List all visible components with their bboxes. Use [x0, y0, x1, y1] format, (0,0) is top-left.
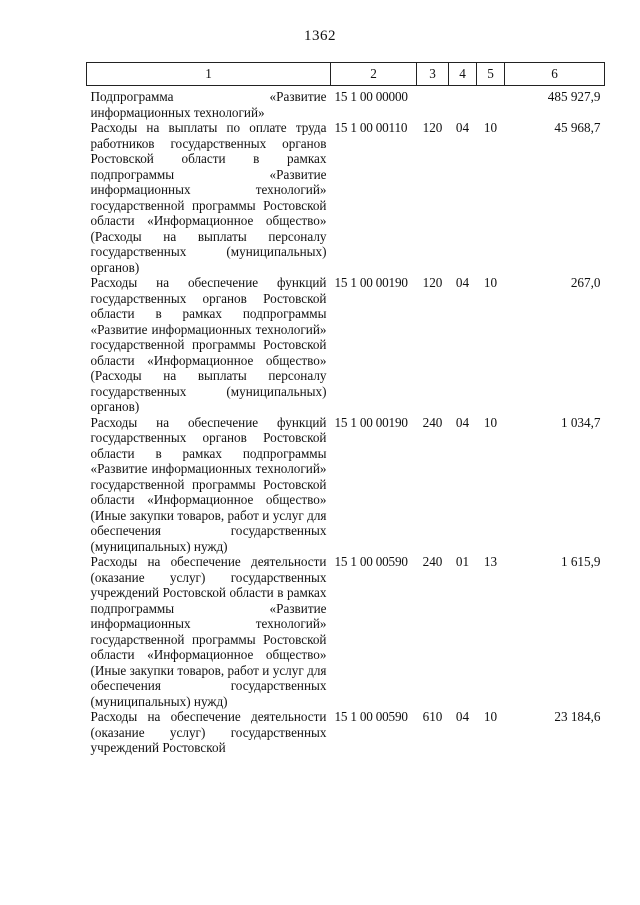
row-target-code: 15 1 00 00000	[334, 89, 408, 104]
header-row	[87, 63, 605, 86]
header-col-4: 4	[449, 63, 477, 86]
row-subsection: 10	[483, 414, 498, 430]
row-expense-type	[417, 86, 449, 121]
header-col-1: 1	[87, 63, 331, 86]
row-name: Расходы на обеспечение функций государственных органов Ростовской области в рамках подпрограммы «Развитие информационных технологий» государственной программы Ростовской области «Информационное общество» (Иные закупки товаров, работ и услуг для обеспечения государственных (муниципальных) нужд)	[90, 414, 327, 554]
row-target-code: 15 1 00 00190	[334, 275, 408, 290]
row-subsection: 10	[483, 275, 498, 290]
row-target-code: 15 1 00 00590	[334, 709, 408, 724]
header-col-6: 6	[505, 63, 605, 86]
header-col-5: 5	[477, 63, 505, 86]
row-amount: 267,0	[570, 275, 601, 290]
table-row	[87, 275, 605, 415]
row-name: Расходы на обеспечение функций государственных органов Ростовской области в рамках подпрограммы «Развитие информационных технологий» государственной программы Ростовской области «Информационное общество» (Расходы на выплаты персоналу государственных (муниципальных) органов)	[90, 275, 327, 414]
header-col-2: 2	[331, 63, 417, 86]
table-row	[87, 709, 605, 756]
table-row	[87, 415, 605, 555]
row-expense-type: 240	[422, 414, 443, 430]
table-row	[87, 554, 605, 709]
row-expense-type: 120	[422, 275, 443, 290]
row-subsection: 10	[483, 709, 498, 724]
row-amount: 45 968,7	[554, 120, 601, 135]
row-amount: 23 184,6	[554, 709, 601, 724]
row-section: 01	[455, 554, 470, 569]
row-name: Расходы на обеспечение деятельности (оказание услуг) государственных учреждений Ростовской области в рамках подпрограммы «Развитие информационных технологий» государственной программы Ростовской области «Информационное общество» (Иные закупки товаров, работ и услуг для обеспечения государственных (муниципальных) нужд)	[90, 554, 327, 709]
header-col-3: 3	[417, 63, 449, 86]
row-amount: 1 034,7	[560, 414, 601, 430]
row-name: Расходы на выплаты по оплате труда работников государственных органов Ростовской области в рамках подпрограммы «Развитие информационных технологий» государственной программы Ростовской области «Информационное общество» (Расходы на выплаты персоналу государственных (муниципальных) органов)	[90, 120, 327, 275]
row-section	[449, 86, 477, 121]
row-section: 04	[455, 120, 470, 135]
row-expense-type: 240	[422, 554, 443, 569]
row-subsection: 10	[483, 120, 498, 135]
row-name: Расходы на обеспечение деятельности (оказание услуг) государственных учреждений Ростовской	[90, 709, 327, 755]
row-subsection: 13	[483, 554, 498, 569]
table-row	[87, 86, 605, 121]
row-expense-type: 610	[422, 709, 443, 724]
budget-table	[86, 62, 605, 756]
page-number: 1362	[304, 28, 336, 44]
row-target-code: 15 1 00 00110	[334, 120, 408, 135]
table-row	[87, 120, 605, 275]
row-section: 04	[455, 709, 470, 724]
row-expense-type: 120	[422, 120, 443, 135]
row-section: 04	[455, 275, 470, 290]
row-target-code: 15 1 00 00190	[334, 414, 408, 430]
row-name: Подпрограмма «Развитие информационных технологий»	[90, 89, 327, 120]
row-section: 04	[455, 414, 470, 430]
row-subsection	[477, 86, 505, 121]
row-amount: 485 927,9	[547, 89, 601, 104]
row-amount: 1 615,9	[560, 554, 601, 569]
row-target-code: 15 1 00 00590	[334, 554, 408, 569]
